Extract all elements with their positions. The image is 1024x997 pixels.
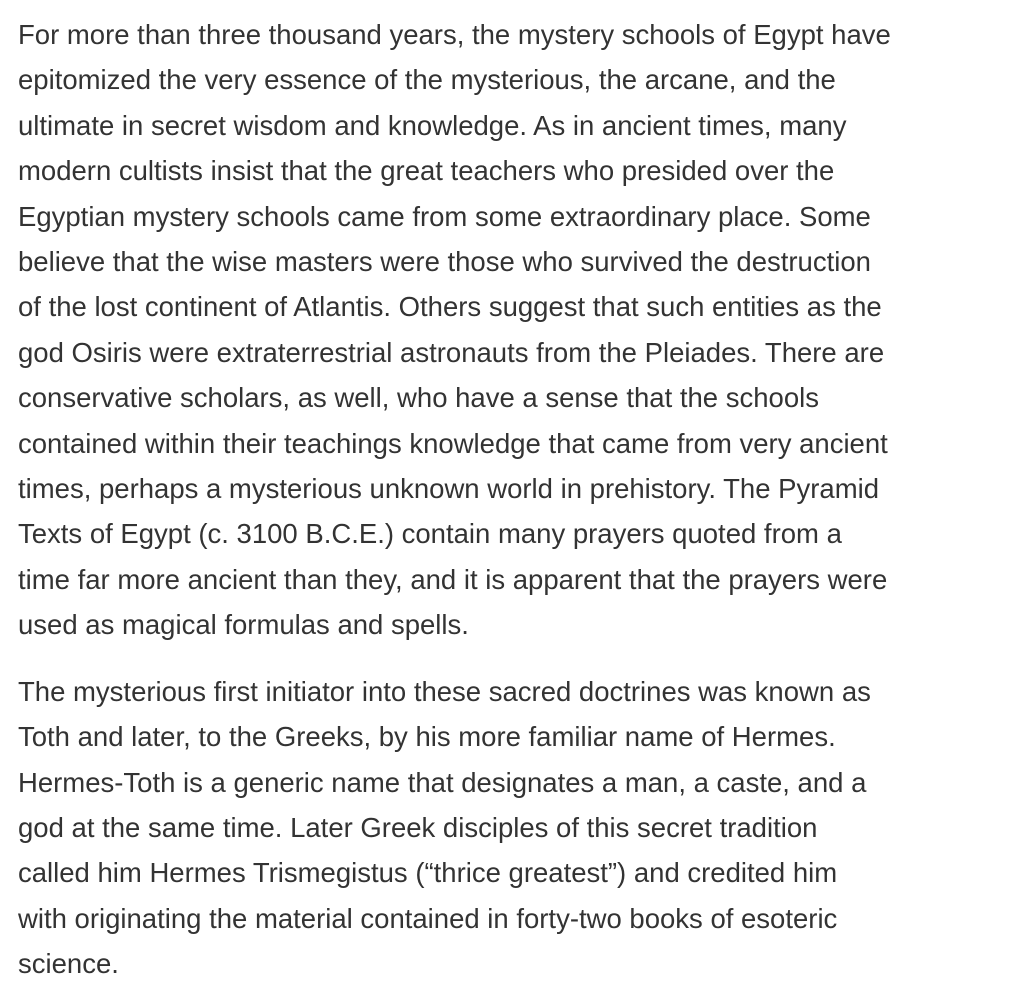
- paragraph-hermes-toth: The mysterious first initiator into these sacred doctrines was known as Toth and later, to the Greeks, by his more familiar name of Hermes. Hermes-Toth is a generic name that designates a man, a caste, and a god at the same time. Later Greek disciples of this secret tradition called him Hermes Trismegistus (“thrice greatest”) and credited him with originating the material contained in forty-two books of esoteric science.: [18, 675, 871, 980]
- article-body: [18, 12, 1018, 987]
- paragraph-egypt-mystery-schools: For more than three thousand years, the mystery schools of Egypt have epitomized the very essence of the mysterious, the arcane, and the ultimate in secret wisdom and knowledge. As in ancient times, many modern cultists insist that the great teachers who presided over the Egyptian mystery schools came from some extraordinary place. Some believe that the wise masters were those who survived the destruction of the lost continent of Atlantis. Others suggest that such entities as the god Osiris were extraterrestrial astronauts from the Pleiades. There are conservative scholars, as well, who have a sense that the schools contained within their teachings knowledge that came from very ancient times, perhaps a mysterious unknown world in prehistory. The Pyramid Texts of Egypt (c. 3100 B.C.E.) contain many prayers quoted from a time far more ancient than they, and it is apparent that the prayers were used as magical formulas and spells.: [18, 19, 891, 641]
